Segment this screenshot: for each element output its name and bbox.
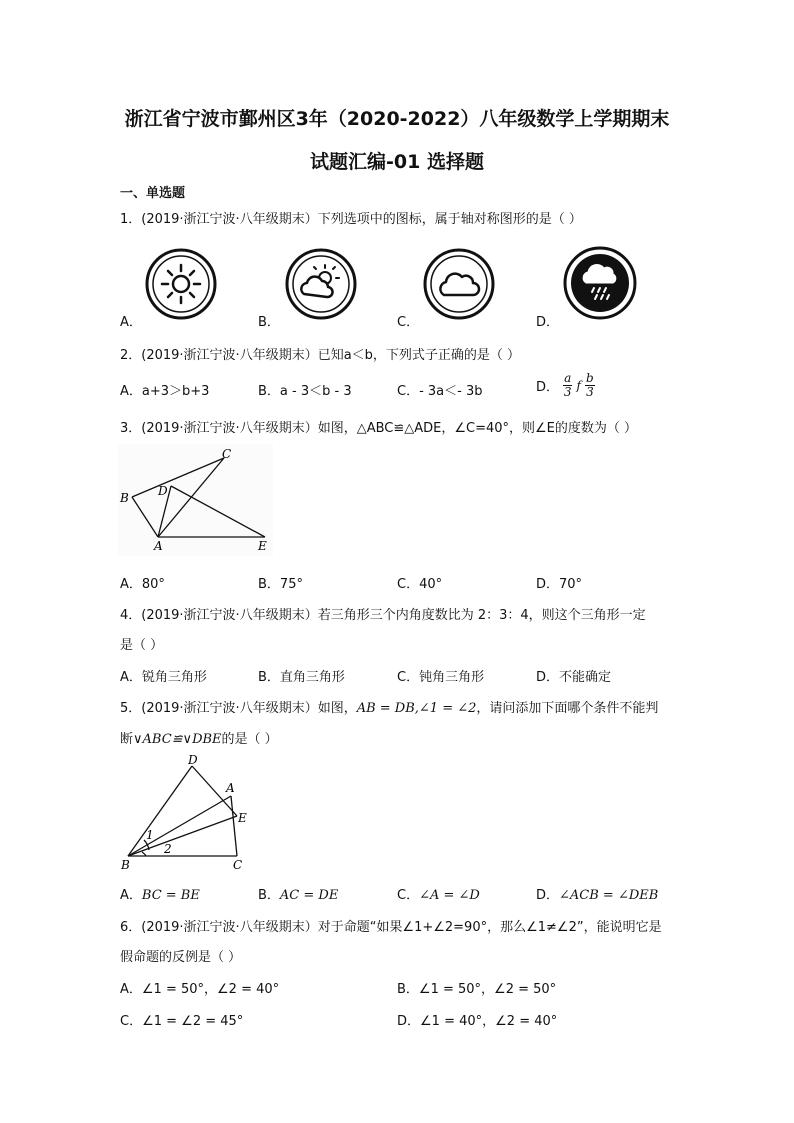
q5-line2-pre: 断: [120, 732, 134, 747]
q5-line1-math: AB = DB,∠1 = ∠2: [356, 701, 477, 716]
label-e: E: [238, 811, 247, 825]
question-5-option-d[interactable]: D．∠ACB = ∠DEB: [536, 888, 659, 903]
question-6-option-c[interactable]: C．∠1 = ∠2 = 45°: [120, 1014, 244, 1029]
rain-icon: [562, 245, 638, 321]
label-b: B: [120, 491, 129, 505]
angle-label-2: 2: [164, 842, 172, 856]
question-1-text: 1．(2019·浙江宁波·八年级期末）下列选项中的图标，属于轴对称图形的是（ ）: [120, 212, 582, 227]
label-c: C: [233, 858, 243, 872]
question-6-text-line1: 6．(2019·浙江宁波·八年级期末）对于命题“如果∠1+∠2=90°，那么∠1≠∠2”，能说明它是: [120, 920, 662, 935]
cloud-icon: [422, 247, 496, 321]
option-d-label: D．: [536, 380, 560, 395]
section-heading: 一、单选题: [120, 186, 186, 201]
label-d: D: [158, 484, 168, 498]
label-d: D: [188, 753, 198, 767]
question-2-option-b[interactable]: B．a - 3＜b - 3: [258, 384, 352, 399]
question-6-option-b[interactable]: B．∠1 = 50°，∠2 = 50°: [397, 982, 557, 997]
question-6-option-a[interactable]: A．∠1 = 50°，∠2 = 40°: [120, 982, 280, 997]
label-a: A: [226, 781, 235, 795]
question-4-option-c[interactable]: C．钝角三角形: [397, 670, 485, 685]
partly-cloudy-icon: [284, 247, 358, 321]
question-3-text: 3．(2019·浙江宁波·八年级期末）如图，△ABC≌△ADE，∠C=40°，则∠E的度数为（ ）: [120, 421, 638, 436]
question-3-option-b[interactable]: B．75°: [258, 577, 303, 592]
label-a: A: [154, 539, 163, 553]
question-5-text-line1: [120, 697, 658, 716]
document-title-line2: 试题汇编-01 选择题: [310, 151, 484, 173]
triangle-figure-q3: [118, 444, 273, 556]
q5-line1-post: ，请问添加下面哪个条件不能判: [476, 701, 659, 716]
question-3-option-a[interactable]: A．80°: [120, 577, 165, 592]
question-6-text-line2: 假命题的反例是（ ）: [120, 950, 242, 965]
question-5-text-line2: [120, 728, 278, 747]
label-c: C: [222, 447, 232, 461]
question-5-option-a[interactable]: A．BC = BE: [120, 888, 200, 903]
question-2-option-c[interactable]: C．- 3a＜- 3b: [397, 384, 483, 399]
document-title-line1: 浙江省宁波市鄞州区3年（2020-2022）八年级数学上学期期末: [124, 108, 670, 130]
q5-line2-post: 的是（ ）: [221, 732, 278, 747]
label-b: B: [121, 858, 130, 872]
triangle-figure-q5: [118, 750, 258, 874]
sun-icon: [144, 247, 218, 321]
question-3-option-c[interactable]: C．40°: [397, 577, 443, 592]
question-4-text-line1: 4．(2019·浙江宁波·八年级期末）若三角形三个内角度数比为 2：3：4，则这个三角形一定: [120, 608, 646, 623]
q5-line1-pre: 5．(2019·浙江宁波·八年级期末）如图，: [120, 701, 357, 716]
question-1-option-a[interactable]: A．: [120, 315, 142, 330]
q5-line2-math: ∨ABC≌∨DBE: [133, 732, 222, 747]
question-6-option-d[interactable]: D．∠1 = 40°，∠2 = 40°: [397, 1014, 558, 1029]
question-5-option-b[interactable]: B．AC = DE: [258, 888, 339, 903]
question-4-option-d[interactable]: D．不能确定: [536, 670, 612, 685]
question-3-option-d[interactable]: D．70°: [536, 577, 583, 592]
question-1-option-c[interactable]: C．: [397, 315, 420, 330]
question-5-option-c[interactable]: C．∠A = ∠D: [397, 888, 480, 903]
label-e: E: [258, 539, 267, 553]
question-1-option-b[interactable]: B．: [258, 315, 280, 330]
question-4-option-a[interactable]: A．锐角三角形: [120, 670, 207, 685]
question-4-option-b[interactable]: B．直角三角形: [258, 670, 345, 685]
question-2-option-d[interactable]: [536, 372, 595, 399]
fraction-b-over-3: $\frac{b}{3}$: [586, 371, 594, 399]
question-2-text: 2．(2019·浙江宁波·八年级期末）已知a＜b，下列式子正确的是（ ）: [120, 348, 521, 363]
question-1-option-d[interactable]: D．: [536, 315, 560, 330]
fraction-a-over-3: $\frac{a}{3}$: [563, 371, 572, 399]
fraction-relation: f: [576, 378, 581, 393]
angle-label-1: 1: [146, 828, 154, 842]
question-4-text-line2: 是（ ）: [120, 638, 164, 653]
question-2-option-a[interactable]: A．a+3＞b+3: [120, 384, 210, 399]
